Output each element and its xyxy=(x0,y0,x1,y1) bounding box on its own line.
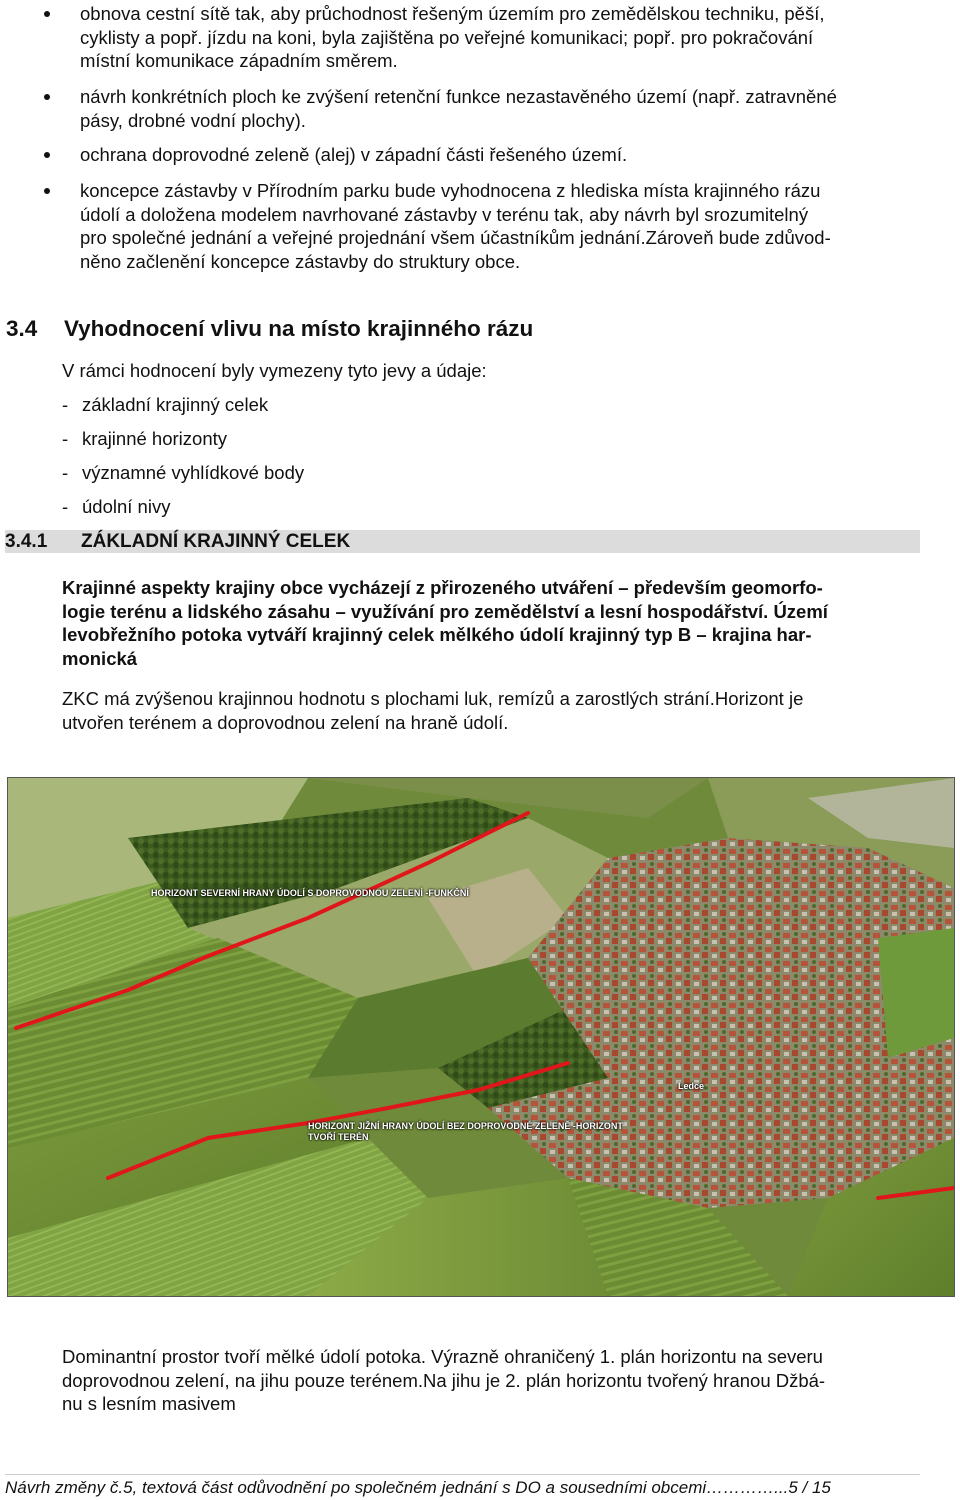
section-intro: V rámci hodnocení byly vymezeny tyto jevy a údaje: xyxy=(62,360,487,381)
page-footer: Návrh změny č.5, textová část odůvodnění po společném jednání s DO a sousedními obcemi…………...5 / 15 xyxy=(5,1478,831,1497)
list-item-label: významné vyhlídkové body xyxy=(82,462,305,483)
bullet-icon xyxy=(44,152,50,158)
text-line: monická xyxy=(62,647,138,669)
text-line: místní komunikace západním směrem. xyxy=(80,50,398,71)
text-line: nu s lesním masivem xyxy=(62,1393,236,1414)
subsection-heading xyxy=(5,530,920,553)
bullet-text xyxy=(80,85,920,132)
text-line: Krajinné aspekty krajiny obce vycházejí z přirozeného utváření – především geomorfo- xyxy=(62,577,823,598)
text-line: pásy, drobné vodní plochy). xyxy=(80,109,306,131)
map-label-village: Ledce xyxy=(678,1081,705,1091)
text-line: koncepce zástavby v Přírodním parku bude vyhodnocena z hlediska místa krajinného rázu xyxy=(80,180,821,201)
text-line: Dominantní prostor tvoří mělké údolí potoka. Výrazně ohraničený 1. plán horizontu na severu xyxy=(62,1346,823,1367)
text-line: cyklisty a popř. jízdu na koni, byla zajištěna po veřejné komunikaci; popř. pro pokračování xyxy=(80,26,814,48)
map-label-south-horizon: HORIZONT JIŽNÍ HRANY ÚDOLÍ BEZ DOPROVODNÉ ZELENĚ -HORIZONT xyxy=(308,1121,623,1131)
text-line: doprovodnou zelení, na jihu pouze terénem.Na jihu je 2. plán horizontu tvořený hranou Džbá- xyxy=(62,1369,826,1391)
bullet-icon xyxy=(44,94,50,100)
bullet-text xyxy=(80,179,920,273)
dash-marker: - xyxy=(62,496,69,517)
subsection-number: 3.4.1 xyxy=(5,531,48,552)
bold-paragraph xyxy=(62,576,920,670)
text-line: obnova cestní sítě tak, aby průchodnost řešeným územím pro zemědělskou techniku, pěší, xyxy=(80,3,825,24)
text-line: ZKC má zvýšenou krajinnou hodnotu s plochami luk, remízů a zarostlých strání.Horizont je xyxy=(62,688,804,709)
list-item-label: údolní nivy xyxy=(82,496,171,517)
dash-marker: - xyxy=(62,462,69,483)
text-line: levobřežního potoka vytváří krajinný celek mělkého údolí krajinný typ B – krajina har- xyxy=(62,624,812,645)
map-label-south-horizon-2: TVOŘÍ TERÉN xyxy=(308,1132,369,1142)
text-line: něno začlenění koncepce zástavby do struktury obce. xyxy=(80,250,521,272)
bullet-icon xyxy=(44,11,50,17)
bullet-text xyxy=(80,2,920,73)
bullet-text xyxy=(80,143,920,167)
dash-marker: - xyxy=(62,394,69,415)
list-item-label: základní krajinný celek xyxy=(82,394,269,415)
text-line: návrh konkrétních ploch ke zvýšení retenční funkce nezastavěného území (např. zatravněné xyxy=(80,86,837,107)
aerial-photo xyxy=(7,777,955,1297)
text-line: logie terénu a lidského zásahu – využívání pro zemědělství a lesní hospodářství. Území xyxy=(62,600,828,622)
section-title: Vyhodnocení vlivu na místo krajinného rázu xyxy=(64,316,534,341)
bullet-icon xyxy=(44,188,50,194)
text-line: pro společné jednání a veřejné projednání všem účastníkům jednání.Zároveň bude zdůvod- xyxy=(80,227,831,248)
footer-divider xyxy=(5,1474,920,1475)
map-label-north-horizon: HORIZONT SEVERNÍ HRANY ÚDOLÍ S DOPROVODNOU ZELENÍ -FUNKČNÍ xyxy=(151,888,469,898)
paragraph xyxy=(62,687,920,734)
text-line: utvořen terénem a doprovodnou zelení na hraně údolí. xyxy=(62,711,509,733)
photo-caption xyxy=(62,1345,920,1416)
subsection-title: ZÁKLADNÍ KRAJINNÝ CELEK xyxy=(81,531,351,552)
section-number: 3.4 xyxy=(6,316,38,341)
text-line: údolí a doložena modelem navrhované zástavby v terénu tak, aby návrh byl srozumitelný xyxy=(80,203,809,225)
list-item-label: krajinné horizonty xyxy=(82,428,227,449)
text-line: ochrana doprovodné zeleně (alej) v západní části řešeného území. xyxy=(80,144,628,165)
dash-marker: - xyxy=(62,428,69,449)
aerial-photo-graphic xyxy=(8,778,954,1296)
